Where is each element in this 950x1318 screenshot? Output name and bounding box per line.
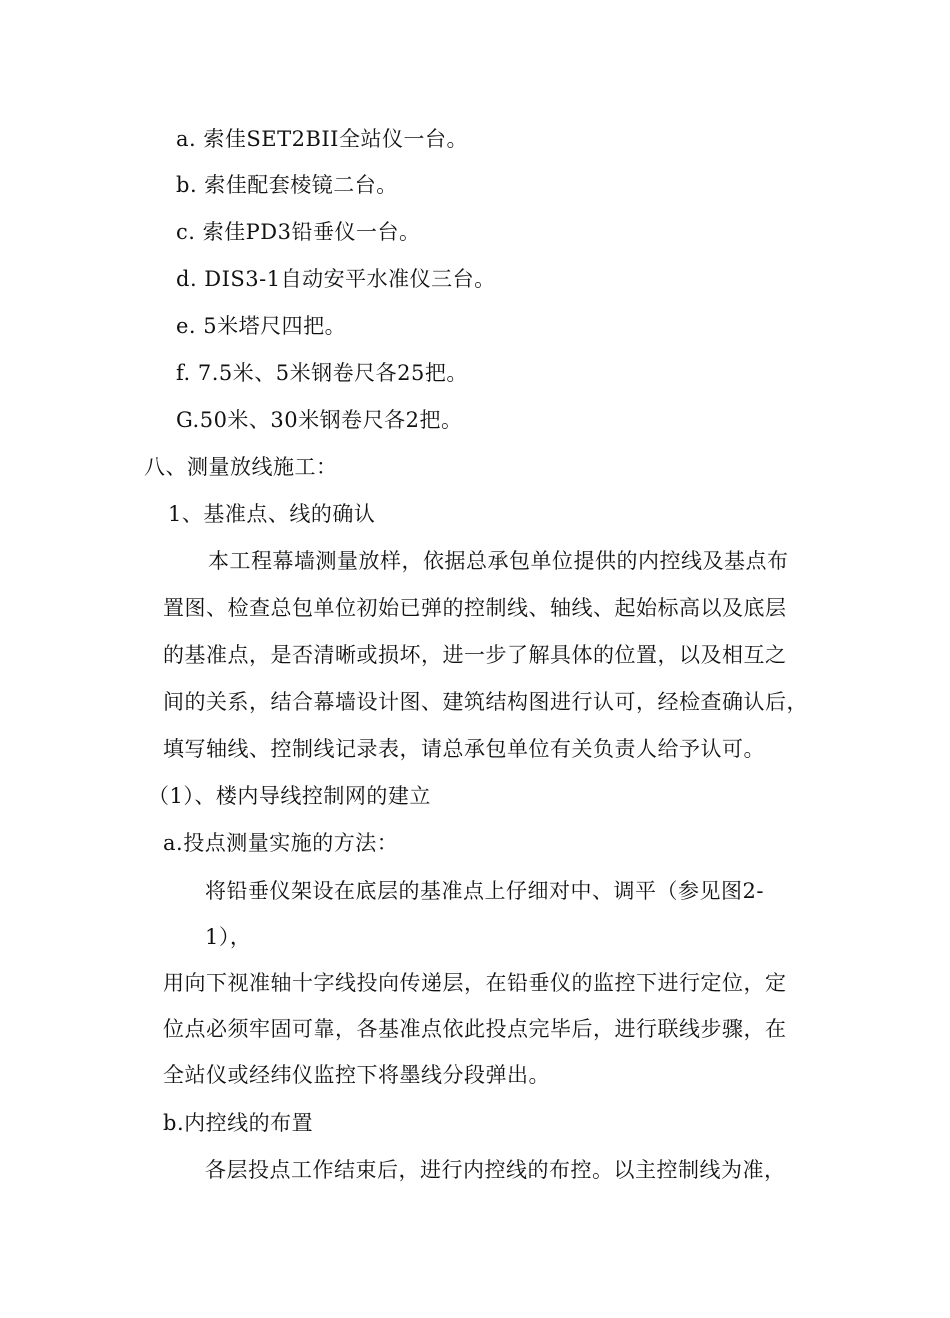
paragraph-3-line-1: 各层投点工作结束后，进行内控线的布控。以主控制线为准， — [205, 1158, 786, 1182]
paragraph-1-line-2: 置图、检查总包单位初始已弹的控制线、轴线、起始标高以及底层 — [163, 596, 787, 620]
paragraph-2-line-4: 位点必须牢固可靠，各基准点依此投点完毕后，进行联线步骤，在 — [163, 1017, 787, 1041]
paragraph-1-line-3: 的基准点，是否清晰或损坏，进一步了解具体的位置，以及相互之 — [163, 643, 787, 667]
section-heading: 八、测量放线施工： — [144, 455, 338, 479]
subsection-heading-1-1: （1）、楼内导线控制网的建立 — [148, 784, 431, 808]
equipment-item-b: b. 索佳配套棱镜二台。 — [176, 173, 398, 197]
paragraph-2-line-3: 用向下视准轴十字线投向传递层，在铅垂仪的监控下进行定位，定 — [163, 971, 787, 995]
equipment-item-d: d. DIS3-1自动安平水准仪三台。 — [176, 267, 496, 291]
item-a-heading: a.投点测量实施的方法： — [163, 831, 399, 855]
item-b-heading: b.内控线的布置 — [163, 1111, 314, 1135]
equipment-item-a: a. 索佳SET2BII全站仪一台。 — [176, 127, 468, 151]
equipment-item-f: f. 7.5米、5米钢卷尺各25把。 — [176, 361, 468, 385]
equipment-item-e: e. 5米塔尺四把。 — [176, 314, 347, 338]
equipment-item-g: G.50米、30米钢卷尺各2把。 — [176, 408, 463, 432]
paragraph-2-line-2: 1）， — [205, 925, 252, 949]
paragraph-1-line-5: 填写轴线、控制线记录表，请总承包单位有关负责人给予认可。 — [163, 737, 765, 761]
paragraph-2-line-5: 全站仪或经纬仪监控下将墨线分段弹出。 — [163, 1063, 550, 1087]
paragraph-1-line-4: 间的关系，结合幕墙设计图、建筑结构图进行认可，经检查确认后， — [163, 690, 808, 714]
paragraph-2-line-1: 将铅垂仪架设在底层的基准点上仔细对中、调平（参见图2- — [205, 879, 764, 903]
paragraph-1-line-1: 本工程幕墙测量放样，依据总承包单位提供的内控线及基点布 — [208, 549, 789, 573]
equipment-item-c: c. 索佳PD3铅垂仪一台。 — [176, 220, 421, 244]
subsection-heading-1: 1、基准点、线的确认 — [168, 502, 376, 526]
